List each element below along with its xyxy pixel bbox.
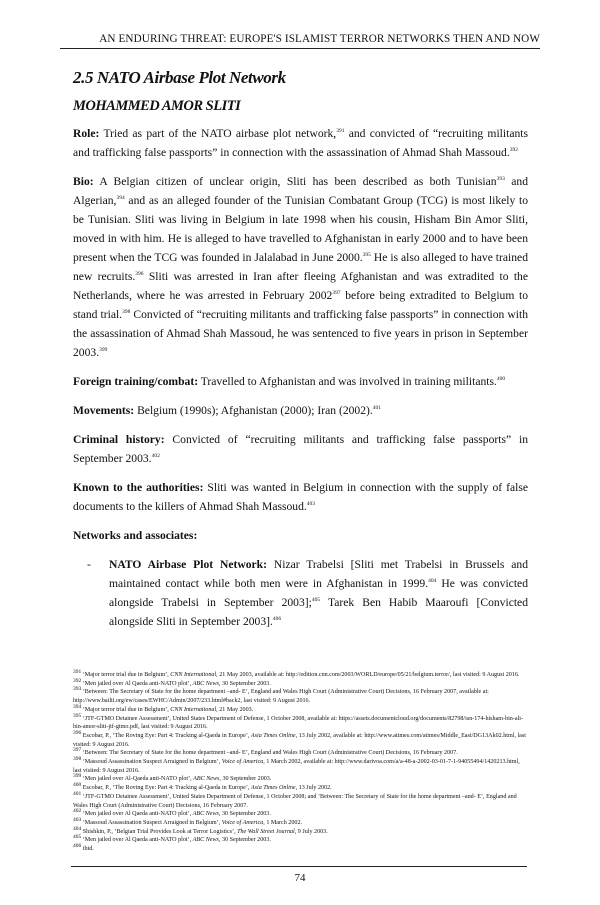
- running-header: AN ENDURING THREAT: EUROPE'S ISLAMIST TERROR NETWORKS THEN AND NOW: [60, 33, 540, 49]
- text-run: , 1 March 2002, available at: http://www.darivoa.com/a/a-48-a-2002-03-01-7-1-94055494/1420213.html, last visited: 9 August 2016.: [73, 759, 520, 774]
- footnote: [73, 810, 528, 819]
- footnote-number: 403: [73, 816, 82, 823]
- text-run: ‘Massoud Assassination Suspect Arraigned in Belgium’,: [81, 819, 222, 826]
- footnote-number: 392: [73, 677, 82, 684]
- text-run: ‘Between: The Secretary of State for the home department –and- E’, England and Wales High Court (Administrative Court) Decisions, 16 February 2007.: [81, 750, 458, 757]
- footnote: [73, 775, 528, 784]
- footnote: [73, 816, 528, 828]
- footnotes: [73, 668, 528, 854]
- italic-title: ABC News: [192, 837, 219, 844]
- text-run: , 13 July 2002, available at: http://www.atimes.com/atimes/Middle_East/DG13Ak02.html, last visited: 9 August 2016.: [73, 732, 526, 748]
- footnote-number: 402: [73, 808, 82, 815]
- text-run: Escobar, P., ‘The Roving Eye: Part 4: Tracking al-Qaeda in Europe’,: [81, 732, 251, 739]
- footnote-ref: 393: [496, 176, 505, 183]
- page-number: 74: [294, 871, 306, 884]
- paragraph-label: Bio:: [73, 175, 94, 188]
- footnote-ref: 398: [122, 309, 131, 316]
- profile-paragraph: [73, 372, 528, 391]
- footnote-number: 395: [73, 712, 82, 719]
- footnote-number: 397: [73, 747, 82, 754]
- footnote-number: 391: [73, 668, 82, 675]
- footnote-number: 400: [73, 782, 82, 789]
- text-run: , 30 September 2003.: [218, 837, 271, 844]
- associates-list: [73, 555, 528, 631]
- text-run: , 30 September 2003.: [218, 811, 271, 818]
- text-run: ‘Men jailed over Al Qaeda anti-NATO plot’,: [81, 811, 193, 818]
- text-run: Tried as part of the NATO airbase plot network,: [99, 127, 337, 140]
- text-run: , 21 May 2003, available at: http://edition.cnn.com/2003/WORLD/europe/05/21/belgium.terror/, last visited: 9 August 2016.: [216, 672, 520, 678]
- text-run: , 13 July 2002.: [295, 785, 332, 792]
- text-run: ‘JTF-GTMO Detainee Assessment’, United States Department of Defense, 1 October 2008, available at: https://assets.documentcloud.org/documents/82798/isn-174-hisham-bin-ali-bin-amor-sliti-jtf-gtmo.pdf, last visited: 9 August 2016.: [73, 715, 524, 731]
- text-run: Convicted of “recruiting militants and trafficking false passports” in September 2003.: [73, 433, 528, 465]
- text-run: Travelled to Afghanistan and was involved in training militants.: [198, 375, 497, 388]
- associate-text: [109, 555, 528, 631]
- profile-paragraph: [73, 430, 528, 468]
- footnote-number: 401: [73, 790, 82, 797]
- footnote-ref: 400: [496, 376, 506, 383]
- text-run: , 30 September 2003.: [218, 680, 271, 687]
- text-run: , 1 March 2002.: [263, 819, 303, 826]
- profile-paragraph: [73, 172, 528, 362]
- spacer: [60, 854, 540, 866]
- paragraph-label: Role:: [73, 127, 100, 140]
- person-name: MOHAMMED AMOR SLITI: [73, 98, 241, 114]
- footnote: [73, 749, 528, 758]
- footnote: [73, 677, 528, 689]
- profile-paragraphs: [73, 124, 528, 545]
- main-content: [73, 67, 528, 631]
- italic-title: ABC News: [192, 680, 219, 687]
- profile-paragraph: [73, 478, 528, 516]
- footnote: [73, 825, 528, 837]
- footnote: [73, 729, 528, 749]
- text-run: ‘Major terror trial due in Belgium’,: [81, 672, 171, 678]
- text-run: Belgium (1990s); Afghanistan (2000); Iran (2002).: [134, 404, 373, 417]
- italic-title: Asia Times Online: [250, 732, 296, 739]
- text-run: He was convicted alongside Trabelsi in September 2003];: [109, 577, 528, 609]
- paragraph-label: Criminal history:: [73, 433, 165, 446]
- text-run: Nizar Trabelsi [Sliti met Trabelsi in Brussels and maintained contact while both men were in Afghanistan in 1999.: [109, 558, 528, 590]
- footnote-number: 405: [73, 834, 82, 841]
- footnote-ref: 396: [135, 271, 144, 278]
- text-run: ‘Massoud Assassination Suspect Arraigned in Belgium’,: [81, 759, 222, 766]
- paragraph-label: Movements:: [73, 404, 135, 417]
- text-run: , 21 May 2003.: [216, 706, 254, 713]
- text-run: ‘Men jailed over Al-Qaeda anti-NATO plot’,: [81, 776, 194, 783]
- footnote-number: 393: [73, 686, 82, 693]
- footnote-ref: 406: [272, 616, 282, 623]
- footnote: [73, 688, 528, 705]
- footnote-ref: 392: [509, 147, 518, 154]
- footnote-ref: 405: [311, 597, 321, 604]
- italic-title: Voice of America: [221, 819, 264, 826]
- text-run: ‘Men jailed over Al Qaeda anti-NATO plot’,: [81, 837, 193, 844]
- footnote-number: 394: [73, 703, 82, 710]
- profile-paragraph: [73, 401, 528, 420]
- footnote-ref: 402: [151, 453, 160, 460]
- text-run: ibid.: [81, 846, 94, 853]
- section-title: 2.5 NATO Airbase Plot Network: [73, 68, 286, 87]
- footnote-ref: 401: [372, 405, 382, 412]
- paragraph-label: Known to the authorities:: [73, 481, 204, 494]
- text-run: ‘Between: The Secretary of State for the home department –and- E’, England and Wales High Court (Administrative Court) Decisions, 16 February 2007, available at: http://www.bailii.org/ew/cases/EWHC/Admin/2007/233.html#back2, last visited: 9 August 2016.: [73, 689, 489, 705]
- text-run: and as an alleged founder of the Tunisian Combatant Group (TCG) is most likely to be Tunisian. Sliti was living in Belgium in late 1998 when his cousin, Hisham Bin Amor Sliti, moved in with him. He is alleged to have travelled to Afghanistan in early 2000 and to have been present when the TCG was founded in Jalalabad in June 2000.: [73, 194, 528, 264]
- text-run: Sliti was wanted in Belgium in connection with the supply of false documents to the killers of Ahmad Shah Massoud.: [73, 481, 528, 513]
- text-run: He is also alleged to have trained new recruits.: [73, 251, 528, 283]
- footnote: [73, 836, 528, 845]
- footnote: [73, 784, 528, 793]
- paragraph-label: Foreign training/combat:: [73, 375, 199, 388]
- italic-title: The Wall Street Journal: [237, 828, 295, 835]
- text-run: ‘Men jailed over Al Qaeda anti-NATO plot’,: [81, 680, 193, 687]
- italic-title: CNN International: [170, 672, 217, 678]
- footnote: [73, 790, 528, 810]
- footnote: [73, 668, 528, 680]
- profile-paragraph: [73, 124, 528, 162]
- footnote-ref: 395: [362, 252, 371, 259]
- text-run: and Algerian,: [73, 175, 529, 207]
- footnote-ref: 404: [428, 578, 437, 585]
- text-run: ‘Major terror trial due in Belgium’,: [81, 706, 171, 713]
- associate-item: [73, 555, 528, 631]
- footnote-number: 399: [73, 773, 82, 780]
- italic-title: ABC News: [192, 811, 219, 818]
- footnote: [73, 703, 528, 715]
- footnote-number: 398: [73, 756, 82, 762]
- footnote: [73, 758, 528, 775]
- footnote: [73, 712, 528, 732]
- footnote-ref: 391: [336, 128, 345, 135]
- text-run: Escobar, P., ‘The Roving Eye: Part 4: Tracking al-Qaeda in Europe’,: [81, 785, 251, 792]
- footnote-ref: 394: [116, 195, 125, 202]
- italic-title: CNN International: [170, 706, 217, 713]
- associate-label: NATO Airbase Plot Network:: [109, 558, 267, 571]
- italic-title: Voice of America: [221, 759, 264, 766]
- paragraph-label: Networks and associates:: [73, 529, 198, 542]
- italic-title: Asia Times Online: [250, 785, 296, 792]
- footnote-ref: 399: [99, 347, 108, 354]
- footnote-ref: 403: [306, 501, 316, 508]
- footnote-ref: 397: [332, 290, 341, 297]
- text-run: , 30 September 2003.: [219, 776, 272, 783]
- text-run: ‘JTF-GTMO Detainee Assessment’, United States Department of Defense, 1 October 2008; and ‘Between: The Secretary of State for the home department –and- E’, England and Wales High Court (Administrative Court) Decisions, 16 February 2007.: [73, 793, 517, 809]
- footer-rule: [71, 866, 527, 867]
- footnote-number: 404: [73, 825, 82, 832]
- text-run: , 9 July 2003.: [294, 828, 328, 835]
- text-run: A Belgian citizen of unclear origin, Sliti has been described as both Tunisian: [93, 175, 497, 188]
- footnote-number: 396: [73, 729, 82, 736]
- text-run: Sliti was arrested in Iran after fleeing Afghanistan and was extradited to the Netherlands, where he was arrested in February 2002: [73, 270, 528, 302]
- text-run: Tarek Ben Habib Maaroufi [Convicted alongside Sliti in September 2003].: [109, 596, 529, 628]
- italic-title: ABC News: [193, 776, 220, 783]
- text-run: Convicted of “recruiting militants and trafficking false passports” in connection with the assassination of Ahmad Shah Massoud, he was sentenced to five years in prison in September 2003.: [73, 308, 528, 359]
- text-run: and convicted of “recruiting militants and trafficking false passports” in connection with the assassination of Ahmad Shah Massoud.: [73, 127, 529, 159]
- bullet-dash: -: [87, 558, 91, 571]
- profile-paragraph: [73, 526, 528, 545]
- footnote: [73, 845, 528, 854]
- text-run: Shishkin, P., ‘Belgian Trial Provides Look at Terror Logistics’,: [81, 828, 238, 835]
- text-run: before being extradited to Belgium to stand trial.: [73, 289, 529, 321]
- footnote-number: 406: [73, 843, 82, 850]
